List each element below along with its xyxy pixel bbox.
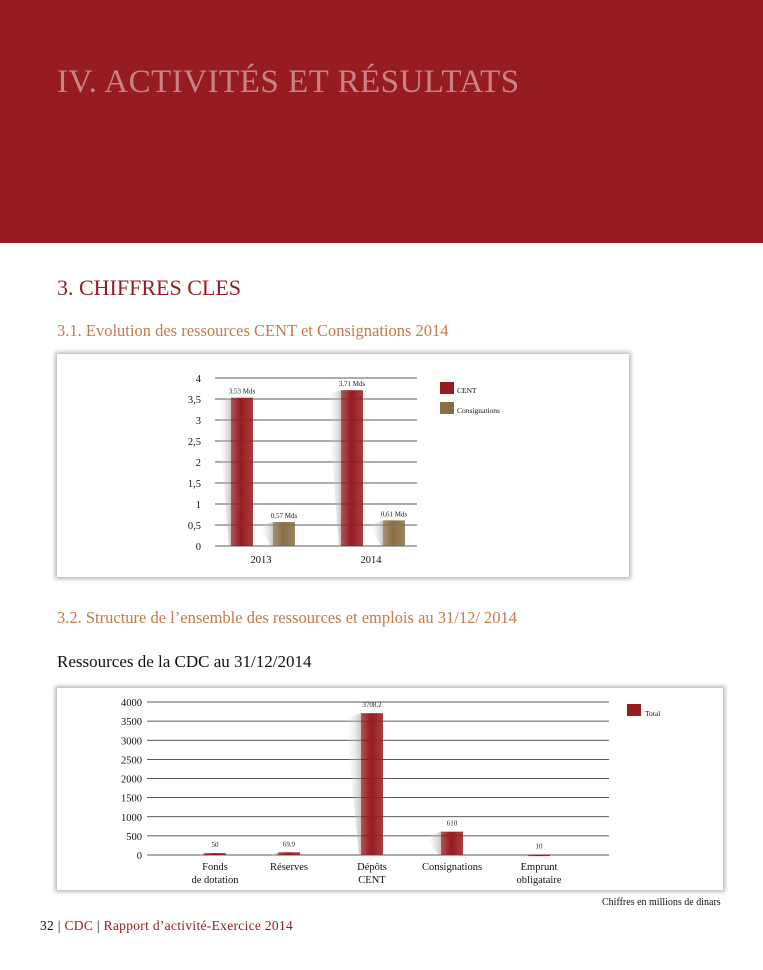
data-label: 0,57 Mds — [270, 512, 298, 521]
y-tick-label: 1500 — [121, 793, 142, 805]
x-tick-label: Dépôts CENT — [357, 862, 387, 886]
data-label: 69,9 — [282, 840, 296, 849]
bar-shadow — [512, 855, 528, 861]
bar-total — [278, 852, 300, 855]
bar-total — [361, 713, 383, 855]
legend-swatch — [440, 382, 454, 394]
bar-cent — [231, 398, 253, 546]
footer-separator: | — [57, 918, 61, 933]
bar-shadow — [259, 522, 273, 546]
x-tick-label: 2013 — [250, 555, 272, 566]
legend-label: Total — [645, 709, 661, 718]
footer-report: Rapport d’activité-Exercice 2014 — [103, 918, 294, 933]
y-tick-label: 2500 — [121, 755, 142, 767]
y-tick-label: 3500 — [121, 717, 142, 729]
y-tick-label: 4000 — [121, 698, 142, 709]
bar-shadow — [188, 853, 204, 859]
chart-resources-evolution — [57, 354, 629, 577]
bar-total — [441, 832, 463, 855]
y-tick-label: 500 — [126, 831, 142, 843]
x-tick-label: 2014 — [360, 555, 382, 566]
header-banner — [0, 0, 763, 243]
data-label: 50 — [211, 841, 219, 850]
bar-shadow — [217, 398, 231, 546]
subsection-title-1: 3.1. Evolution des ressources CENT et Consignations 2014 — [57, 321, 449, 340]
y-tick-label: 1,5 — [187, 479, 201, 490]
y-tick-label: 0,5 — [187, 521, 201, 532]
data-label: 3,53 Mds — [228, 387, 256, 396]
bar-shadow — [327, 390, 341, 546]
y-tick-label: 1 — [195, 500, 201, 511]
x-tick-label: Consignations — [421, 862, 483, 873]
legend-label: Consignations — [457, 406, 500, 415]
page-footer — [40, 918, 293, 934]
bar-consignations — [273, 522, 295, 546]
x-tick-label: Réserves — [270, 862, 308, 873]
bar-total — [528, 855, 550, 857]
chart-resources-structure — [57, 688, 723, 890]
chart-1-svg — [57, 354, 629, 577]
footer-org: CDC — [64, 918, 94, 933]
chart-2-svg — [57, 688, 723, 890]
bar-cent — [341, 390, 363, 546]
x-tick-label: Emprunt obligataire — [516, 862, 562, 886]
data-label: 0,61 Mds — [380, 510, 408, 519]
legend-swatch — [627, 704, 641, 716]
data-label: 3708,2 — [362, 701, 382, 710]
y-tick-label: 3,5 — [187, 395, 201, 406]
y-tick-label: 2,5 — [187, 437, 201, 448]
y-tick-label: 2 — [195, 458, 201, 469]
legend-swatch — [440, 402, 454, 414]
y-tick-label: 1000 — [121, 812, 142, 824]
footer-separator: | — [96, 918, 100, 933]
bar-shadow — [369, 520, 383, 546]
page-number: 32 — [40, 918, 55, 933]
data-label: 10 — [535, 842, 543, 851]
x-tick-label: Fonds de dotation — [191, 862, 239, 886]
units-note: Chiffres en millions de dinars — [602, 897, 721, 908]
y-tick-label: 2000 — [121, 774, 142, 786]
y-tick-label: 3 — [195, 416, 201, 427]
y-tick-label: 3000 — [121, 736, 142, 748]
y-tick-label: 0 — [195, 542, 201, 553]
bar-shadow — [345, 713, 361, 855]
y-tick-label: 4 — [195, 374, 201, 385]
section-title: 3. CHIFFRES CLES — [57, 275, 241, 300]
data-label: 3,71 Mds — [338, 380, 366, 389]
data-label: 610 — [446, 819, 458, 828]
legend-label: CENT — [457, 386, 477, 395]
bar-consignations — [383, 520, 405, 546]
y-tick-label: 0 — [136, 851, 142, 862]
subsection-title-2: 3.2. Structure de l’ensemble des ressources et emplois au 31/12/ 2014 — [57, 608, 518, 627]
chapter-title: IV. ACTIVITÉS ET RÉSULTATS — [57, 64, 520, 100]
bar-total — [204, 853, 226, 855]
chart-2-caption: Ressources de la CDC au 31/12/2014 — [57, 652, 312, 671]
bar-shadow — [425, 832, 441, 855]
